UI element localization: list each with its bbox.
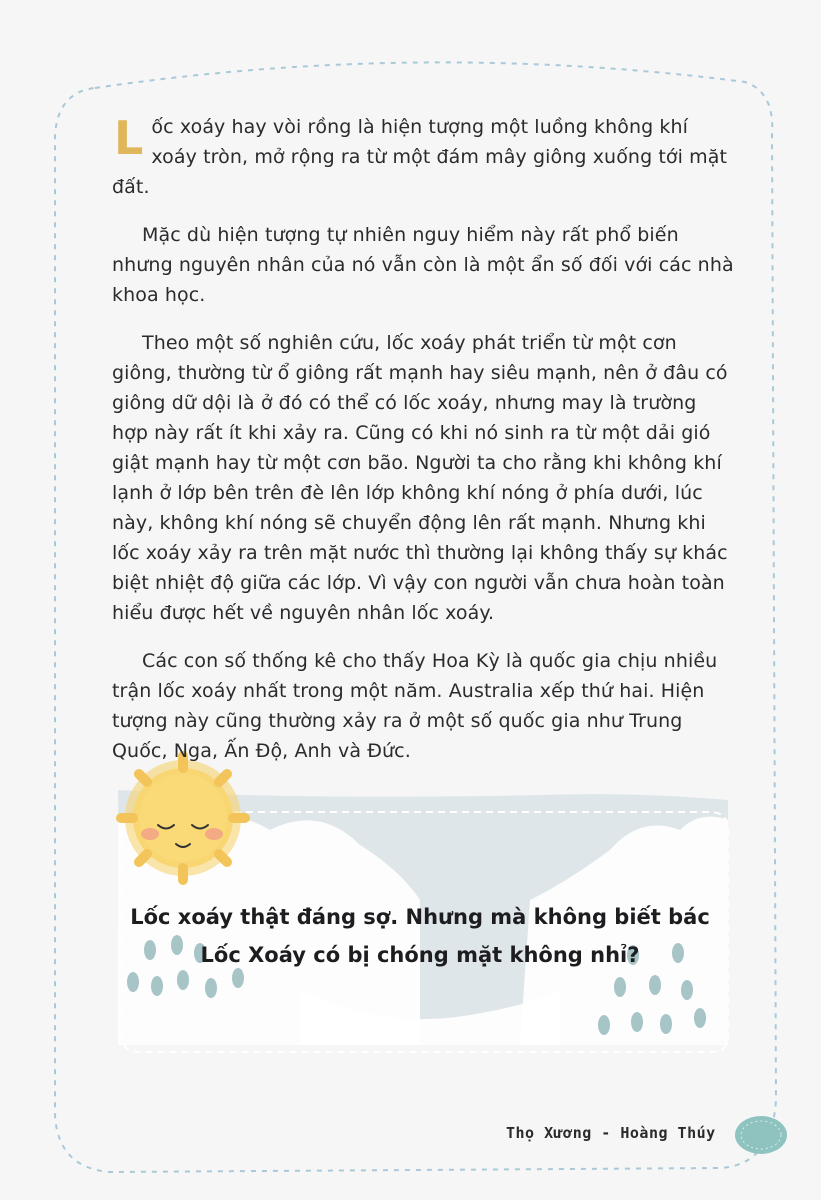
note-text: Lốc xoáy thật đáng sợ. Nhưng mà không biết bác Lốc Xoáy có bị chóng mặt không nhỉ? bbox=[130, 905, 710, 967]
article-body bbox=[112, 112, 737, 784]
paragraph-3: Theo một số nghiên cứu, lốc xoáy phát triển từ một cơn giông, thường từ ổ giông rất mạnh hay siêu mạnh, nên ở đâu có giông dữ dội là ở đó có thể có lốc xoáy, nhưng may là trường hợp này rất ít khi xảy ra. Cũng có khi nó sinh ra từ một dải gió giật mạnh hay từ một cơn bão. Người ta cho rằng khi không khí lạnh ở lớp bên trên đè lên lớp không khí nóng ở phía dưới, lúc này, không khí nóng sẽ chuyển động lên rất mạnh. Nhưng khi lốc xoáy xảy ra trên mặt nước thì thường lại không thấy sự khác biệt nhiệt độ giữa các lớp. Vì vậy con người vẫn chưa hoàn toàn hiểu được hết về nguyên nhân lốc xoáy. bbox=[112, 332, 728, 624]
paragraph-1-text: ốc xoáy hay vòi rồng là hiện tượng một luồng không khí xoáy tròn, mở rộng ra từ một đám mây giông xuống tới mặt đất. bbox=[112, 116, 728, 198]
paragraph-4: Các con số thống kê cho thấy Hoa Kỳ là quốc gia chịu nhiều trận lốc xoáy nhất trong một năm. Australia xếp thứ hai. Hiện tượng này cũng thường xảy ra ở một số quốc gia như Trung Quốc, Nga, Ấn Độ, Anh và Đức. bbox=[112, 650, 718, 762]
paragraph-1 bbox=[112, 112, 737, 202]
page-number bbox=[738, 1118, 784, 1152]
dropcap: L bbox=[114, 111, 144, 165]
paragraph-2: Mặc dù hiện tượng tự nhiên nguy hiểm này rất phổ biến nhưng nguyên nhân của nó vẫn còn là một ẩn số đối với các nhà khoa học. bbox=[112, 224, 734, 306]
author-signature: Thọ Xương - Hoàng Thúy bbox=[506, 1124, 716, 1142]
